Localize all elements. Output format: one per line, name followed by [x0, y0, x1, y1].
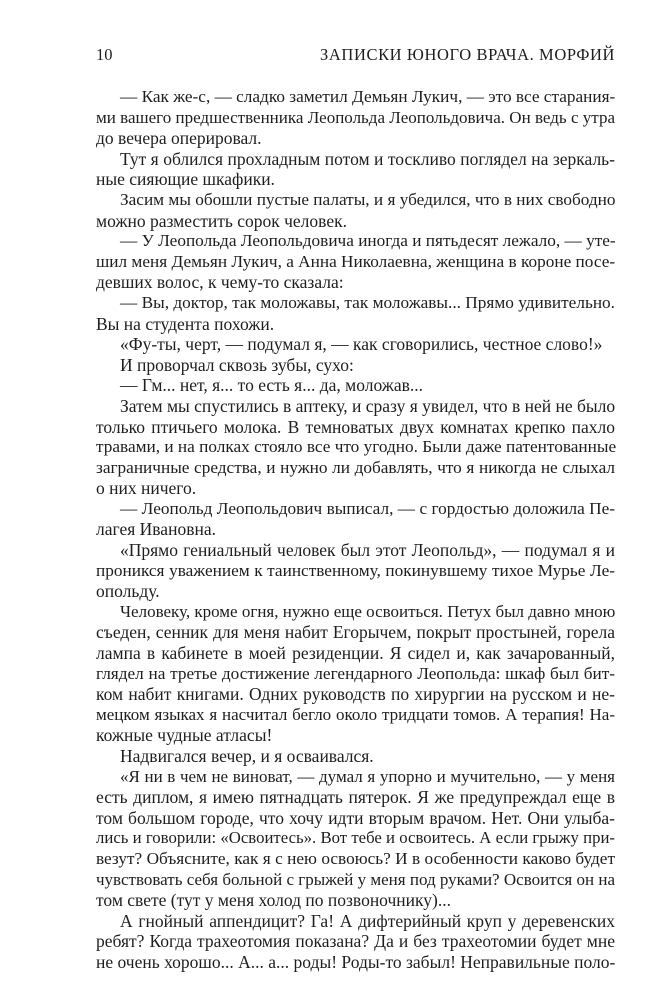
- text-line: «Фу-ты, черт, — подумал я, — как сговорились, честное слово!»: [120, 334, 603, 355]
- paragraph: [96, 911, 615, 973]
- text-line: ребят? Когда трахеотомия показана? Да и без трахеотомии будет мне: [96, 931, 615, 952]
- text-line: травами, и на полках стояло все что угодно. Были даже патентованные: [96, 437, 617, 457]
- text-line: до вечера оперировал.: [96, 128, 262, 149]
- text-line: ные сияющие шкафики.: [96, 169, 275, 190]
- paragraph: [96, 334, 615, 355]
- paragraph: [96, 190, 615, 231]
- paragraph: [96, 375, 615, 396]
- text-line: мецком языках я насчитал бегло около тридцати томов. А терапия! На-: [96, 704, 615, 724]
- text-line: проникся уважением к таинственному, покинувшему тихое Мурье Ле-: [96, 560, 615, 580]
- text-line: только птичьего молока. В темноватых двух комнатах крепко пахло: [96, 416, 615, 437]
- text-line: А гнойный аппендицит? Га! А дифтерийный круп у деревенских: [120, 910, 615, 931]
- paragraph: [96, 396, 615, 499]
- text-line: Надвигался вечер, и я осваивался.: [120, 746, 374, 766]
- text-line: «Я ни в чем не виноват, — думал я упорно и мучительно, — у меня: [120, 766, 615, 786]
- text-line: заграничные средства, и нужно ли добавлять, что я никогда не слыхал: [96, 457, 615, 477]
- text-line: лись и говорили: «Освоитесь». Вот тебе и освоитесь. А если грыжу при-: [96, 828, 615, 848]
- text-line: — Вы, доктор, так моложавы, так моложавы... Прямо удивительно.: [120, 292, 615, 312]
- text-line: глядел на третье достижение легендарного Леопольда: шкаф был бит-: [96, 663, 615, 683]
- text-line: о них ничего.: [96, 478, 197, 499]
- body-text: [96, 87, 615, 973]
- text-line: Засим мы обошли пустые палаты, и я убедился, что в них свободно: [120, 189, 616, 209]
- paragraph: [96, 293, 615, 334]
- running-title: ЗАПИСКИ ЮНОГО ВРАЧА. МОРФИЙ: [320, 45, 615, 64]
- text-line: «Прямо гениальный человек был этот Леопольд», — подумал я и: [120, 540, 615, 561]
- text-line: Затем мы спустились в аптеку, и сразу я увидел, что в ней не было: [120, 395, 616, 416]
- text-line: И проворчал сквозь зубы, сухо:: [120, 354, 354, 375]
- text-line: съеден, сенник для меня набит Егорычем, покрыт простыней, горела: [96, 622, 615, 643]
- text-line: — Леопольд Леопольдович выписал, — с гордостью доложила Пе-: [120, 498, 615, 518]
- text-line: том свете (тут у меня холод по позвоночнику)...: [96, 890, 451, 911]
- paragraph: [96, 149, 615, 190]
- text-line: Вы на студента похожи.: [96, 313, 275, 334]
- text-line: Тут я облился прохладным потом и тоскливо поглядел на зеркаль-: [120, 148, 615, 169]
- text-line: ми вашего предшественника Леопольда Леопольдовича. Он ведь с утра: [96, 107, 615, 127]
- text-line: — Как же-с, — сладко заметил Демьян Лукич, — это все старания-: [120, 87, 616, 106]
- text-line: лагея Ивановна.: [96, 519, 216, 540]
- text-line: можно разместить сорок человек.: [96, 210, 347, 231]
- text-line: — Гм... нет, я... то есть я... да, моложав...: [120, 375, 424, 396]
- paragraph: [96, 767, 615, 911]
- paragraph: [96, 746, 615, 767]
- text-line: кожные чудные атласы!: [96, 725, 273, 746]
- text-line: лампа в кабинете в моей резиденции. Я сидел и, как зачарованный,: [96, 643, 615, 664]
- text-line: не очень хорошо... А... а... роды! Роды-то забыл! Неправильные поло-: [96, 951, 616, 972]
- text-line: ком набит книгами. Одних руководств по хирургии на русском и не-: [96, 684, 615, 705]
- paragraph: [96, 87, 615, 149]
- text-line: том большом городе, что хочу идти вторым врачом. Нет. Они улыба-: [96, 807, 615, 828]
- text-line: шил меня Демьян Лукич, а Анна Николаевна, женщина в короне посе-: [96, 251, 616, 271]
- text-line: девших волос, к чему-то сказала:: [96, 272, 344, 293]
- paragraph: [96, 231, 615, 293]
- paragraph: [96, 540, 615, 602]
- text-line: везут? Объясните, как я с нею освоюсь? И в особенности каково будет: [96, 848, 615, 868]
- running-header: [96, 45, 615, 67]
- text-line: Человеку, кроме огня, нужно еще освоиться. Петух был давно мною: [120, 601, 616, 621]
- paragraph: [96, 602, 615, 746]
- text-line: — У Леопольда Леопольдовича иногда и пятьдесят лежало, — уте-: [120, 231, 616, 251]
- text-line: опольду.: [96, 581, 160, 602]
- paragraph: [96, 499, 615, 540]
- text-line: есть диплом, я имею пятнадцать пятерок. Я же предупреждал еще в: [96, 787, 615, 808]
- page-number: 10: [96, 45, 113, 64]
- paragraph: [96, 355, 615, 376]
- text-line: чувствовать себя больной с грыжей у меня под руками? Освоится он на: [96, 869, 615, 889]
